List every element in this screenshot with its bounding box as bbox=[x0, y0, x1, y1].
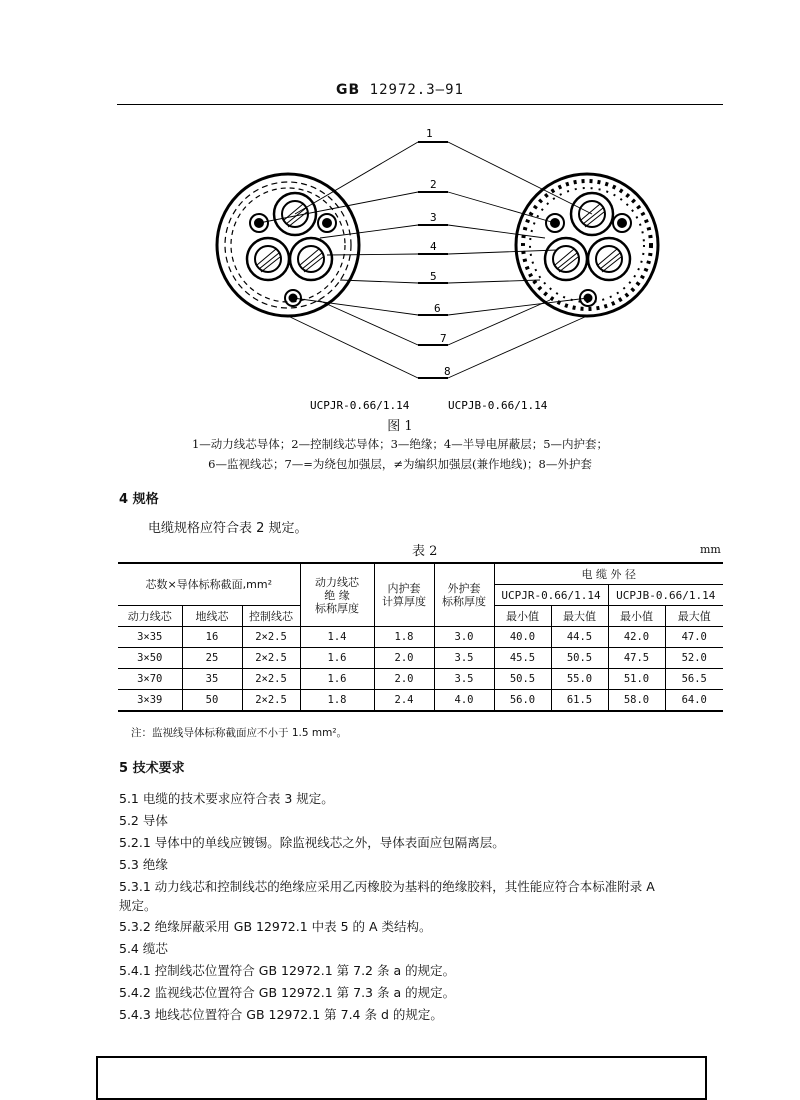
th-model-b: UCPJB-0.66/1.14 bbox=[608, 585, 723, 606]
header-rule bbox=[117, 104, 723, 105]
th-power-core: 动力线芯 bbox=[118, 606, 182, 627]
section-5-heading: 5 技术要求 bbox=[119, 761, 185, 776]
standard-number: 12972.3—91 bbox=[369, 82, 464, 98]
callout-2: 2 bbox=[430, 178, 437, 191]
th-ground-core: 地线芯 bbox=[182, 606, 242, 627]
th-r-min: 最小值 bbox=[494, 606, 551, 627]
cable-cross-section-figure bbox=[200, 120, 680, 415]
figure-legend-line-2: 6—监视线芯；7—=为绕包加强层，≠为编织加强层(兼作地线)；8—外护套 bbox=[208, 457, 592, 471]
table-2 bbox=[118, 562, 723, 712]
clause-5-4-1: 5.4.1 控制线芯位置符合 GB 12972.1 第 7.2 条 a 的规定。 bbox=[119, 963, 456, 978]
th-outer-sheath: 外护套 标称厚度 bbox=[434, 563, 494, 627]
clause-5-4-2: 5.4.2 监视线芯位置符合 GB 12972.1 第 7.3 条 a 的规定。 bbox=[119, 985, 456, 1000]
th-control-core: 控制线芯 bbox=[242, 606, 300, 627]
clause-5-1: 5.1 电缆的技术要求应符合表 3 规定。 bbox=[119, 791, 334, 806]
right-cable-section bbox=[516, 174, 658, 316]
right-cable-caption: UCPJB-0.66/1.14 bbox=[448, 399, 548, 412]
right-power-core-left bbox=[545, 238, 587, 280]
clause-5-4-3: 5.4.3 地线芯位置符合 GB 12972.1 第 7.4 条 d 的规定。 bbox=[119, 1007, 443, 1022]
clause-5-4: 5.4 缆芯 bbox=[119, 941, 168, 956]
callout-7: 7 bbox=[440, 332, 447, 345]
th-b-max: 最大值 bbox=[665, 606, 723, 627]
table-2-unit: mm bbox=[700, 543, 721, 556]
figure-legend-line-1: 1—动力线芯导体；2—控制线芯导体；3—绝缘；4—半导电屏蔽层；5—内护套； bbox=[191, 437, 609, 451]
callout-1: 1 bbox=[426, 127, 433, 140]
clause-5-2-1: 5.2.1 导体中的单线应镀锡。除监视线芯之外，导体表面应包隔离层。 bbox=[119, 835, 505, 850]
right-control-core-2 bbox=[613, 214, 631, 232]
table-2-note: 注：监视线导体标称截面应不小于 1.5 mm²。 bbox=[131, 727, 348, 739]
callout-numbers bbox=[426, 127, 451, 378]
clause-5-3-1-cont: 规定。 bbox=[119, 898, 157, 913]
left-cable-section bbox=[217, 174, 359, 316]
th-r-max: 最大值 bbox=[551, 606, 608, 627]
th-cores-section: 芯数×导体标称截面,mm² bbox=[118, 563, 300, 606]
standard-prefix: GB bbox=[336, 82, 361, 98]
th-outer-diameter: 电 缆 外 径 bbox=[494, 563, 723, 585]
th-model-r: UCPJR-0.66/1.14 bbox=[494, 585, 608, 606]
table-row: 3×50 25 2×2.5 1.6 2.0 3.5 45.5 50.5 47.5 52.0 bbox=[118, 648, 723, 669]
callout-3: 3 bbox=[430, 211, 437, 224]
left-cable-caption: UCPJR-0.66/1.14 bbox=[310, 399, 410, 412]
figure-title: 图 1 bbox=[387, 419, 413, 434]
clause-5-3-2: 5.3.2 绝缘屏蔽采用 GB 12972.1 中表 5 的 A 类结构。 bbox=[119, 919, 432, 934]
th-b-min: 最小值 bbox=[608, 606, 665, 627]
table-row: 3×35 16 2×2.5 1.4 1.8 3.0 40.0 44.5 42.0 47.0 bbox=[118, 627, 723, 648]
left-power-core-right bbox=[290, 238, 332, 280]
callout-5: 5 bbox=[430, 270, 437, 283]
th-power-insulation: 动力线芯 绝 缘 标称厚度 bbox=[300, 563, 374, 627]
clause-5-2: 5.2 导体 bbox=[119, 813, 168, 828]
section-4-heading: 4 规格 bbox=[119, 492, 159, 507]
clause-5-3-1: 5.3.1 动力线芯和控制线芯的绝缘应采用乙丙橡胶为基料的绝缘胶料，其性能应符合本标准附录 A bbox=[119, 879, 655, 894]
table-row: 3×70 35 2×2.5 1.6 2.0 3.5 50.5 55.0 51.0 56.5 bbox=[118, 669, 723, 690]
left-control-core-2 bbox=[318, 214, 336, 232]
page-header bbox=[0, 82, 800, 98]
section-4-text: 电缆规格应符合表 2 规定。 bbox=[148, 521, 308, 536]
callout-6: 6 bbox=[434, 302, 441, 315]
callout-4: 4 bbox=[430, 240, 437, 253]
table-2-caption: 表 2 bbox=[412, 544, 438, 559]
right-power-core-right bbox=[588, 238, 630, 280]
th-inner-sheath: 内护套 计算厚度 bbox=[374, 563, 434, 627]
callout-8: 8 bbox=[444, 365, 451, 378]
bottom-frame bbox=[96, 1056, 707, 1100]
left-power-core-left bbox=[247, 238, 289, 280]
clause-5-3: 5.3 绝缘 bbox=[119, 857, 168, 872]
table-row: 3×39 50 2×2.5 1.8 2.4 4.0 56.0 61.5 58.0 64.0 bbox=[118, 690, 723, 712]
